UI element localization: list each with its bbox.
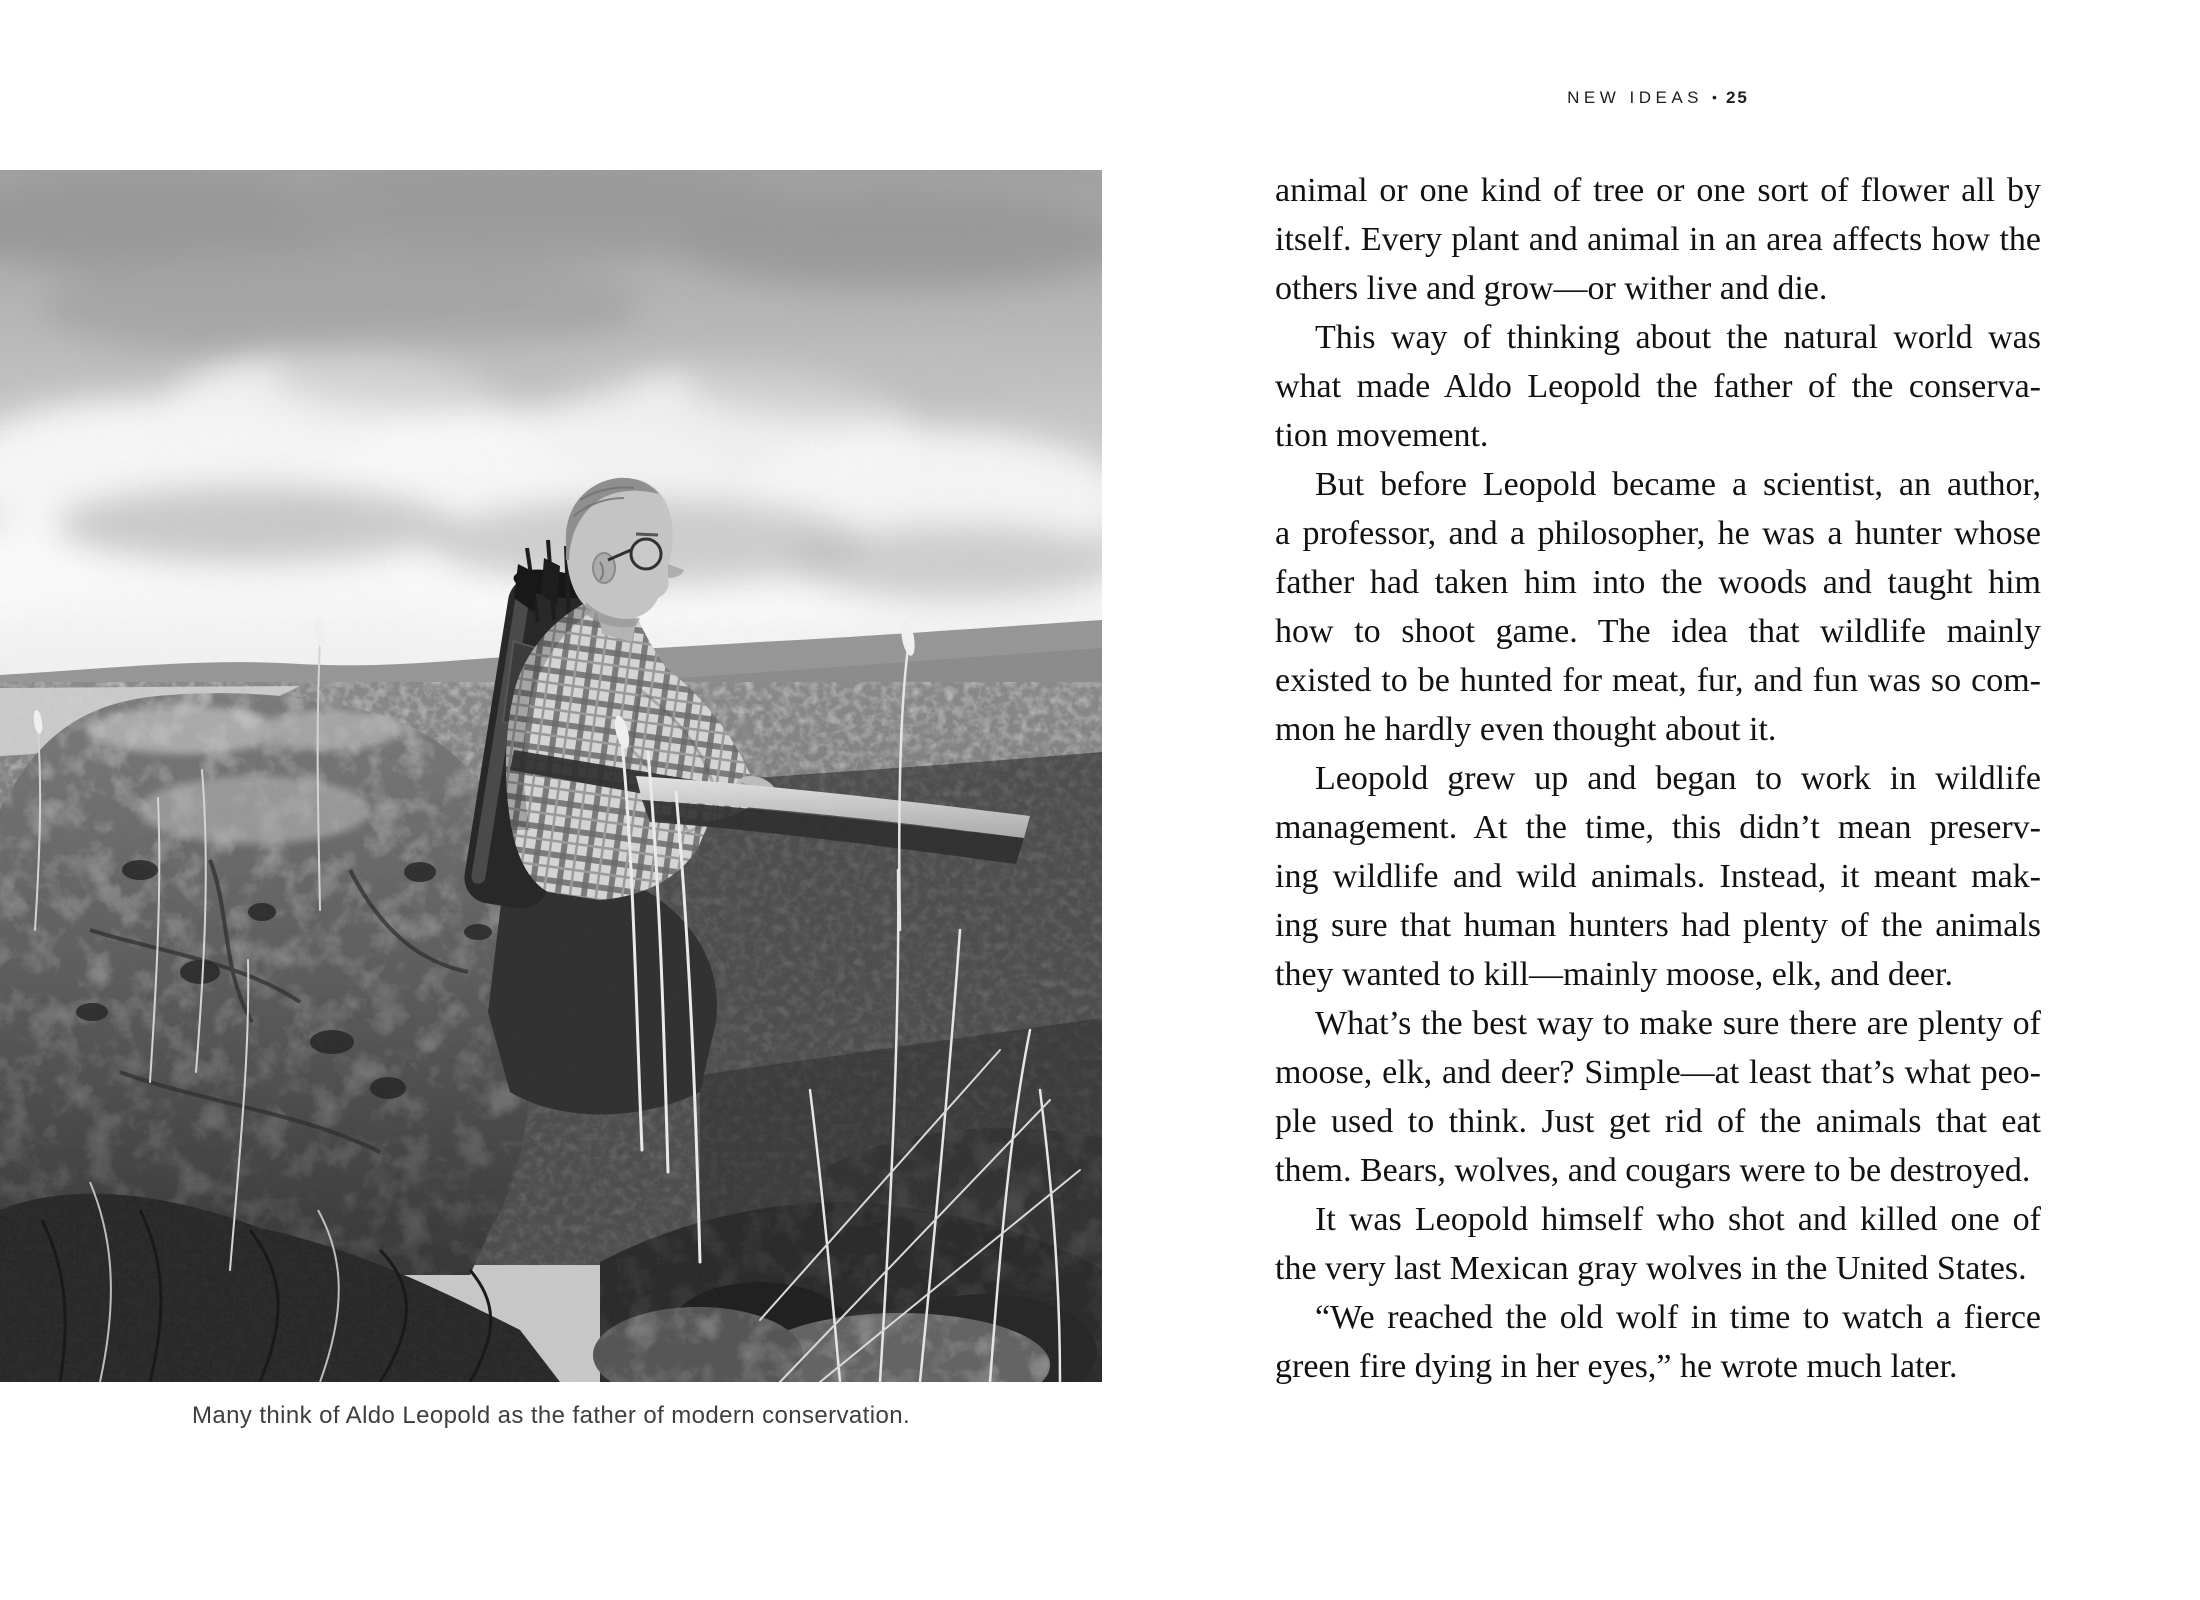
body-text-line: father had taken him into the woods and taught him (1275, 564, 2041, 601)
body-text-line: “We reached the old wolf in time to watch a fierce (1315, 1299, 2041, 1336)
body-text-line: they wanted to kill—mainly moose, elk, and deer. (1275, 956, 1953, 993)
body-text-line: a professor, and a philosopher, he was a hunter whose (1275, 515, 2041, 552)
body-text-line: itself. Every plant and animal in an area affects how the (1275, 221, 2041, 258)
body-text-line: what made Aldo Leopold the father of the conserva- (1275, 368, 2041, 405)
chapter-title: NEW IDEAS (1567, 88, 1704, 107)
body-text-line: how to shoot game. The idea that wildlife mainly (1275, 613, 2041, 650)
header-bullet: • (1712, 89, 1717, 105)
body-text-line: This way of thinking about the natural world was (1315, 319, 2041, 356)
body-text-line: the very last Mexican gray wolves in the United States. (1275, 1250, 2027, 1287)
body-text-line: management. At the time, this didn’t mean preserv- (1275, 809, 2041, 846)
body-text-line: Leopold grew up and began to work in wildlife (1315, 760, 2041, 797)
leopold-photo (0, 170, 1102, 1382)
body-text-line: animal or one kind of tree or one sort of flower all by (1275, 172, 2041, 209)
body-text-line: them. Bears, wolves, and cougars were to be destroyed. (1275, 1152, 2031, 1189)
film-grain-overlay (0, 170, 1102, 1382)
body-text-line: What’s the best way to make sure there are plenty of (1315, 1005, 2041, 1042)
leopold-photo-illustration (0, 170, 1102, 1382)
body-text-line: others live and grow—or wither and die. (1275, 270, 1828, 307)
body-text-line: green fire dying in her eyes,” he wrote much later. (1275, 1348, 1958, 1385)
body-text-line: mon he hardly even thought about it. (1275, 711, 1777, 748)
running-head (1275, 88, 2041, 108)
body-text-line: ing sure that human hunters had plenty of the animals (1275, 907, 2041, 944)
body-text-line: moose, elk, and deer? Simple—at least that’s what peo- (1275, 1054, 2041, 1091)
body-text-line: It was Leopold himself who shot and killed one of (1315, 1201, 2041, 1238)
photo-caption: Many think of Aldo Leopold as the father of modern conservation. (191, 1402, 911, 1429)
body-text-line: tion movement. (1275, 417, 1489, 454)
body-text-line: But before Leopold became a scientist, an author, (1315, 466, 2041, 503)
body-text-line: ple used to think. Just get rid of the animals that eat (1275, 1103, 2041, 1140)
body-text-line: ing wildlife and wild animals. Instead, it meant mak- (1275, 858, 2041, 895)
body-text-line: existed to be hunted for meat, fur, and fun was so com- (1275, 662, 2041, 699)
body-text (1275, 166, 2041, 1391)
page-number: 25 (1725, 88, 1749, 107)
